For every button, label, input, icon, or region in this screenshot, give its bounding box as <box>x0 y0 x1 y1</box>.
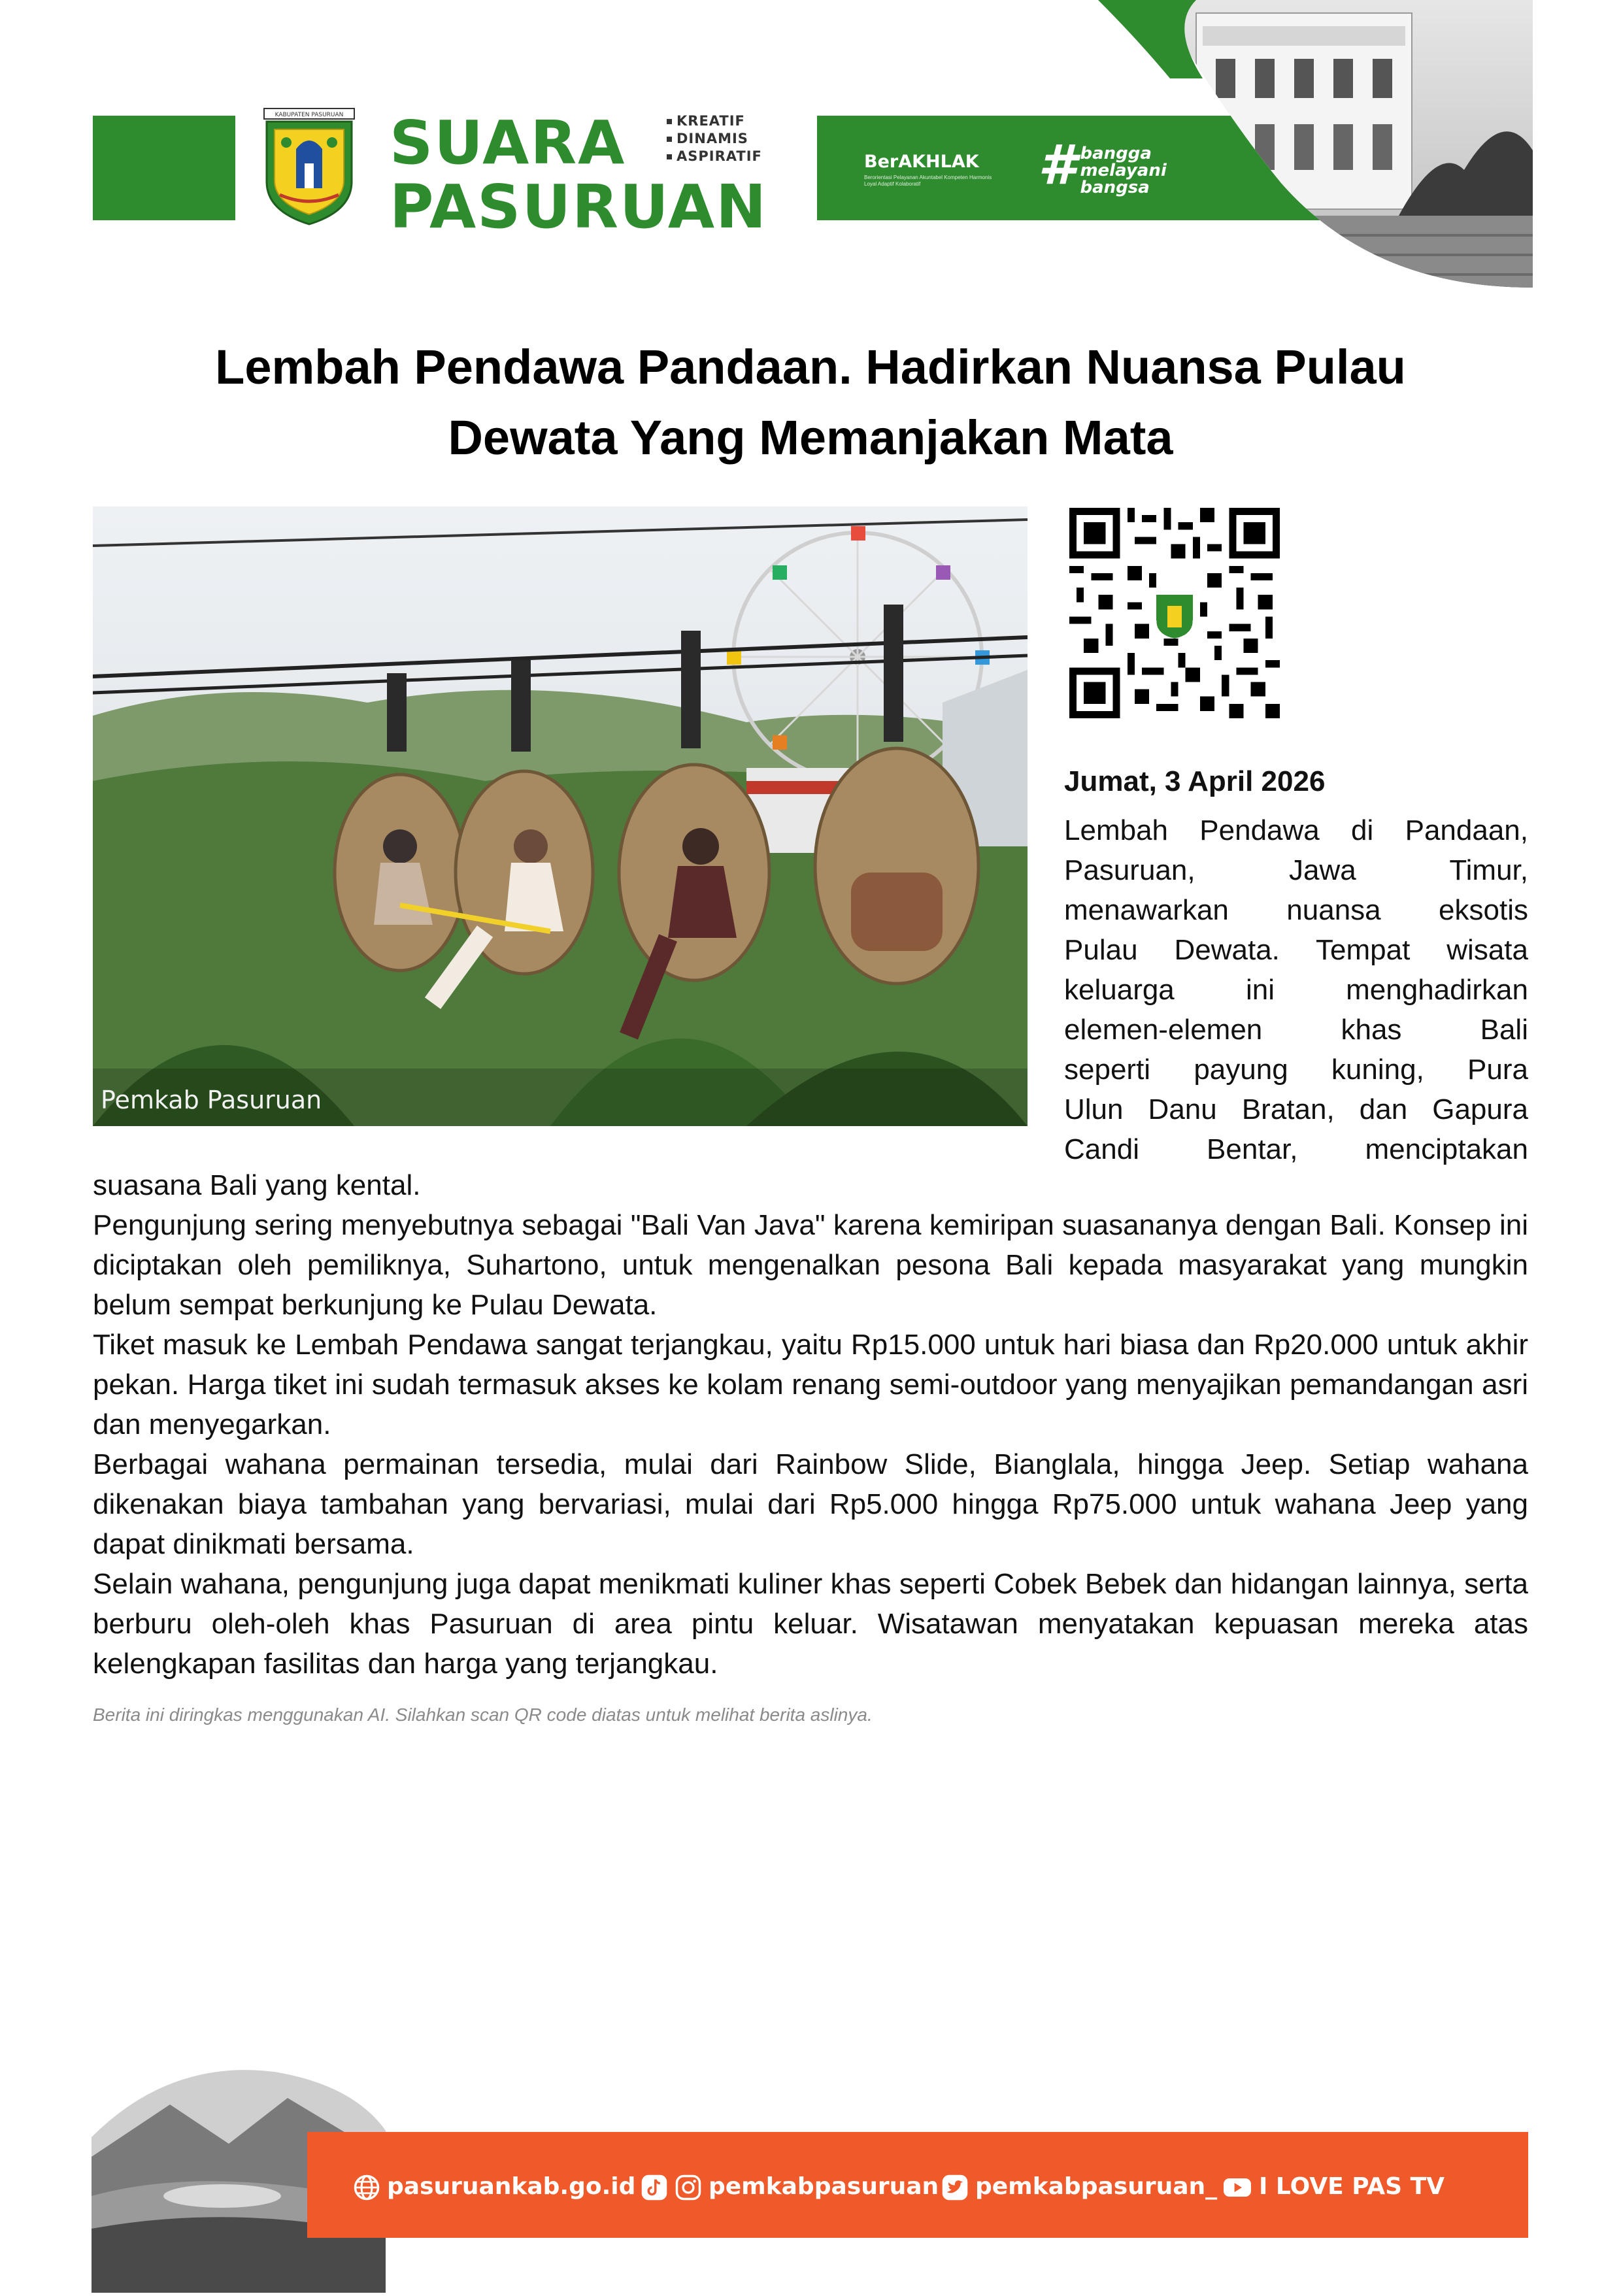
article-title-line: Lembah Pendawa Pandaan. Hadirkan Nuansa Pulau <box>215 340 1406 394</box>
brand-line-2: PASURUAN <box>390 172 768 242</box>
article-date: Jumat, 3 April 2026 <box>1064 765 1326 797</box>
tagline-item: ASPIRATIF <box>667 148 797 165</box>
brand-taglines <box>667 112 797 165</box>
footer-social-links <box>353 2169 1516 2205</box>
article-paragraph: Berbagai wahana permainan tersedia, mulai dari Rainbow Slide, Bianglala, hingga Jeep. Setiap wahana dikenakan biaya tambahan yang bervariasi, mulai dari Rp5.000 hingga Rp75.000 untuk wahana Jeep yang dapat dinikmati bersama. <box>93 1448 1528 1560</box>
intro-line: Pulau Dewata. Tempat wisata <box>1064 934 1528 966</box>
footer-tiktok-instagram[interactable] <box>641 2169 939 2205</box>
footer-twitter[interactable] <box>941 2169 1217 2205</box>
svg-text:KABUPATEN PASURUAN: KABUPATEN PASURUAN <box>275 112 344 118</box>
bangga-line: bangga <box>1080 144 1152 163</box>
article-paragraph: Pengunjung sering menyebutnya sebagai "Bali Van Java" karena kemiripan suasananya dengan Bali. Konsep ini diciptakan oleh pemiliknya, Suhartono, untuk mengenalkan pesona Bali kepada masyarakat yang mungkin belum sempat berkunjung ke Pulau Dewata. <box>93 1209 1528 1321</box>
brand-line-1: SUARA <box>390 108 626 178</box>
header-building-photo <box>1007 0 1533 288</box>
berakhlak-text: BerAKHLAK <box>864 152 979 172</box>
intro-line: seperti payung kuning, Pura <box>1064 1054 1528 1086</box>
article-paragraph: Tiket masuk ke Lembah Pendawa sangat terjangkau, yaitu Rp15.000 untuk hari biasa dan Rp20.000 untuk akhir pekan. Harga tiket ini sudah termasuk akses ke kolam renang semi-outdoor yang menyajikan pemandangan asri dan menyegarkan. <box>93 1329 1528 1440</box>
intro-tail: suasana Bali yang kental. <box>93 1169 421 1201</box>
instagram-icon <box>675 2174 702 2201</box>
youtube-icon <box>1222 2174 1252 2201</box>
footer-website[interactable] <box>353 2169 635 2205</box>
intro-line: keluarga ini menghadirkan <box>1064 974 1528 1006</box>
header-green-bar-left <box>93 116 235 220</box>
bangga-line: melayani <box>1080 161 1167 180</box>
article-paragraph: Selain wahana, pengunjung juga dapat menikmati kuliner khas seperti Cobek Bebek dan hidangan lainnya, serta berburu oleh-oleh khas Pasuruan di area pintu keluar. Wisatawan menyatakan kepuasan mereka atas kelengkapan fasilitas dan harga yang terjangkau. <box>93 1568 1528 1680</box>
globe-icon <box>353 2174 380 2201</box>
footer-social-label: pemkabpasuruan <box>709 2173 939 2200</box>
footer-youtube-label: I LOVE PAS TV <box>1259 2173 1445 2200</box>
twitter-icon <box>941 2174 969 2201</box>
berakhlak-subtext: Berorientasi Pelayanan Akuntabel Kompeten Harmonis Loyal Adaptif Kolaboratif <box>864 175 992 187</box>
photo-caption: Pemkab Pasuruan <box>101 1086 322 1114</box>
article-title-line: Dewata Yang Memanjakan Mata <box>448 410 1173 465</box>
article-body <box>93 1165 1528 1684</box>
tagline-item: DINAMIS <box>667 130 797 148</box>
intro-line: Pasuruan, Jawa Timur, <box>1064 854 1528 886</box>
article-photo <box>93 507 1028 1126</box>
ai-summary-note: Berita ini diringkas menggunakan AI. Silahkan scan QR code diatas untuk melihat berita aslinya. <box>93 1705 873 1725</box>
header-green-swoosh <box>1098 0 1255 78</box>
intro-line: menawarkan nuansa eksotis <box>1064 894 1528 926</box>
bangga-line: bangsa <box>1080 178 1150 197</box>
footer-twitter-label: pemkabpasuruan_ <box>975 2173 1218 2200</box>
hashtag-icon: # <box>1038 133 1077 197</box>
tagline-item: KREATIF <box>667 112 797 130</box>
intro-line: Lembah Pendawa di Pandaan, <box>1064 814 1528 846</box>
qr-code[interactable] <box>1069 508 1280 718</box>
article-intro-column <box>1064 810 1528 1169</box>
intro-line: elemen-elemen khas Bali <box>1064 1014 1528 1046</box>
article-title <box>93 332 1528 473</box>
intro-line: Candi Bentar, menciptakan <box>1064 1133 1528 1165</box>
footer-youtube[interactable] <box>1222 2169 1445 2205</box>
footer-website-label: pasuruankab.go.id <box>387 2173 636 2200</box>
tiktok-icon <box>641 2174 668 2201</box>
intro-line: Ulun Danu Bratan, dan Gapura <box>1064 1093 1528 1125</box>
pasuruan-crest-logo <box>260 103 358 227</box>
